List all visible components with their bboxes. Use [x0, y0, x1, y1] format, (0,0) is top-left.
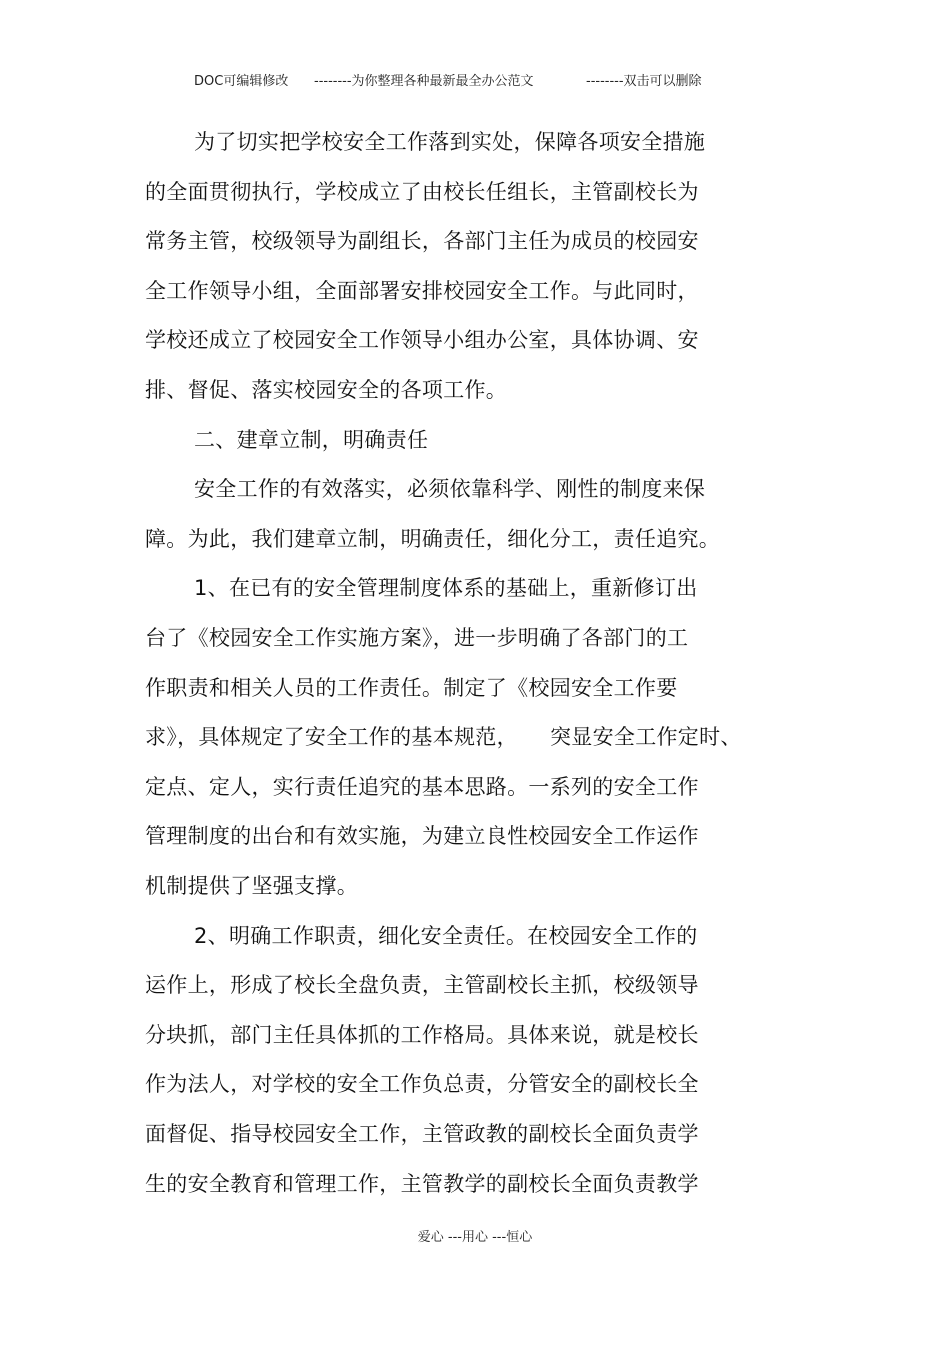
body-line: 为了切实把学校安全工作落到实处，保障各项安全措施	[194, 130, 706, 154]
body-line: 机制提供了坚强支撑。	[145, 874, 358, 898]
body-line: 作为法人，对学校的安全工作负总责，分管安全的副校长全	[145, 1072, 699, 1097]
header-middle-text: --------为你整理各种最新最全办公范文	[314, 74, 534, 89]
header-left-text: DOC可编辑修改	[194, 74, 289, 89]
page-header	[0, 72, 950, 92]
body-line: 2、明确工作职责，细化安全责任。在校园安全工作的	[194, 923, 698, 948]
body-line: 生的安全教育和管理工作，主管教学的副校长全面负责教学	[145, 1171, 699, 1196]
body-line: 面督促、指导校园安全工作，主管政教的副校长全面负责学	[145, 1122, 699, 1146]
body-line: 全工作领导小组，全面部署安排校园安全工作。与此同时，	[145, 278, 699, 303]
body-line: 排、督促、落实校园安全的各项工作。	[145, 378, 508, 402]
header-right-text: --------双击可以删除	[586, 74, 702, 89]
body-line: 分块抓，部门主任具体抓的工作格局。具体来说，就是校长	[145, 1022, 699, 1047]
body-line: 障。为此，我们建章立制，明确责任，细化分工，责任追究。	[145, 526, 721, 551]
body-line: 二、建章立制，明确责任	[194, 427, 429, 452]
body-line: 定点、定人，实行责任追究的基本思路。一系列的安全工作	[145, 774, 699, 799]
body-line: 的全面贯彻执行，学校成立了由校长任组长，主管副校长为	[145, 179, 699, 204]
body-line: 管理制度的出台和有效实施，为建立良性校园安全工作运作	[145, 824, 699, 849]
body-line: 1、在已有的安全管理制度体系的基础上，重新修订出	[194, 576, 698, 601]
body-line: 台了《校园安全工作实施方案》，进一步明确了各部门的工	[145, 626, 689, 650]
body-line: 作职责和相关人员的工作责任。制定了《校园安全工作要	[145, 675, 678, 700]
body-line: 运作上，形成了校长全盘负责，主管副校长主抓，校级领导	[145, 973, 699, 998]
body-line: 求》，具体规定了安全工作的基本规范， 突显安全工作定时、	[145, 725, 742, 750]
page-footer: 爱心 ---用心 ---恒心	[417, 1230, 533, 1245]
body-line: 学校还成立了校园安全工作领导小组办公室，具体协调、安	[145, 328, 699, 353]
body-line: 常务主管，校级领导为副组长，各部门主任为成员的校园安	[145, 229, 699, 254]
body-line: 安全工作的有效落实，必须依靠科学、刚性的制度来保	[194, 477, 706, 502]
